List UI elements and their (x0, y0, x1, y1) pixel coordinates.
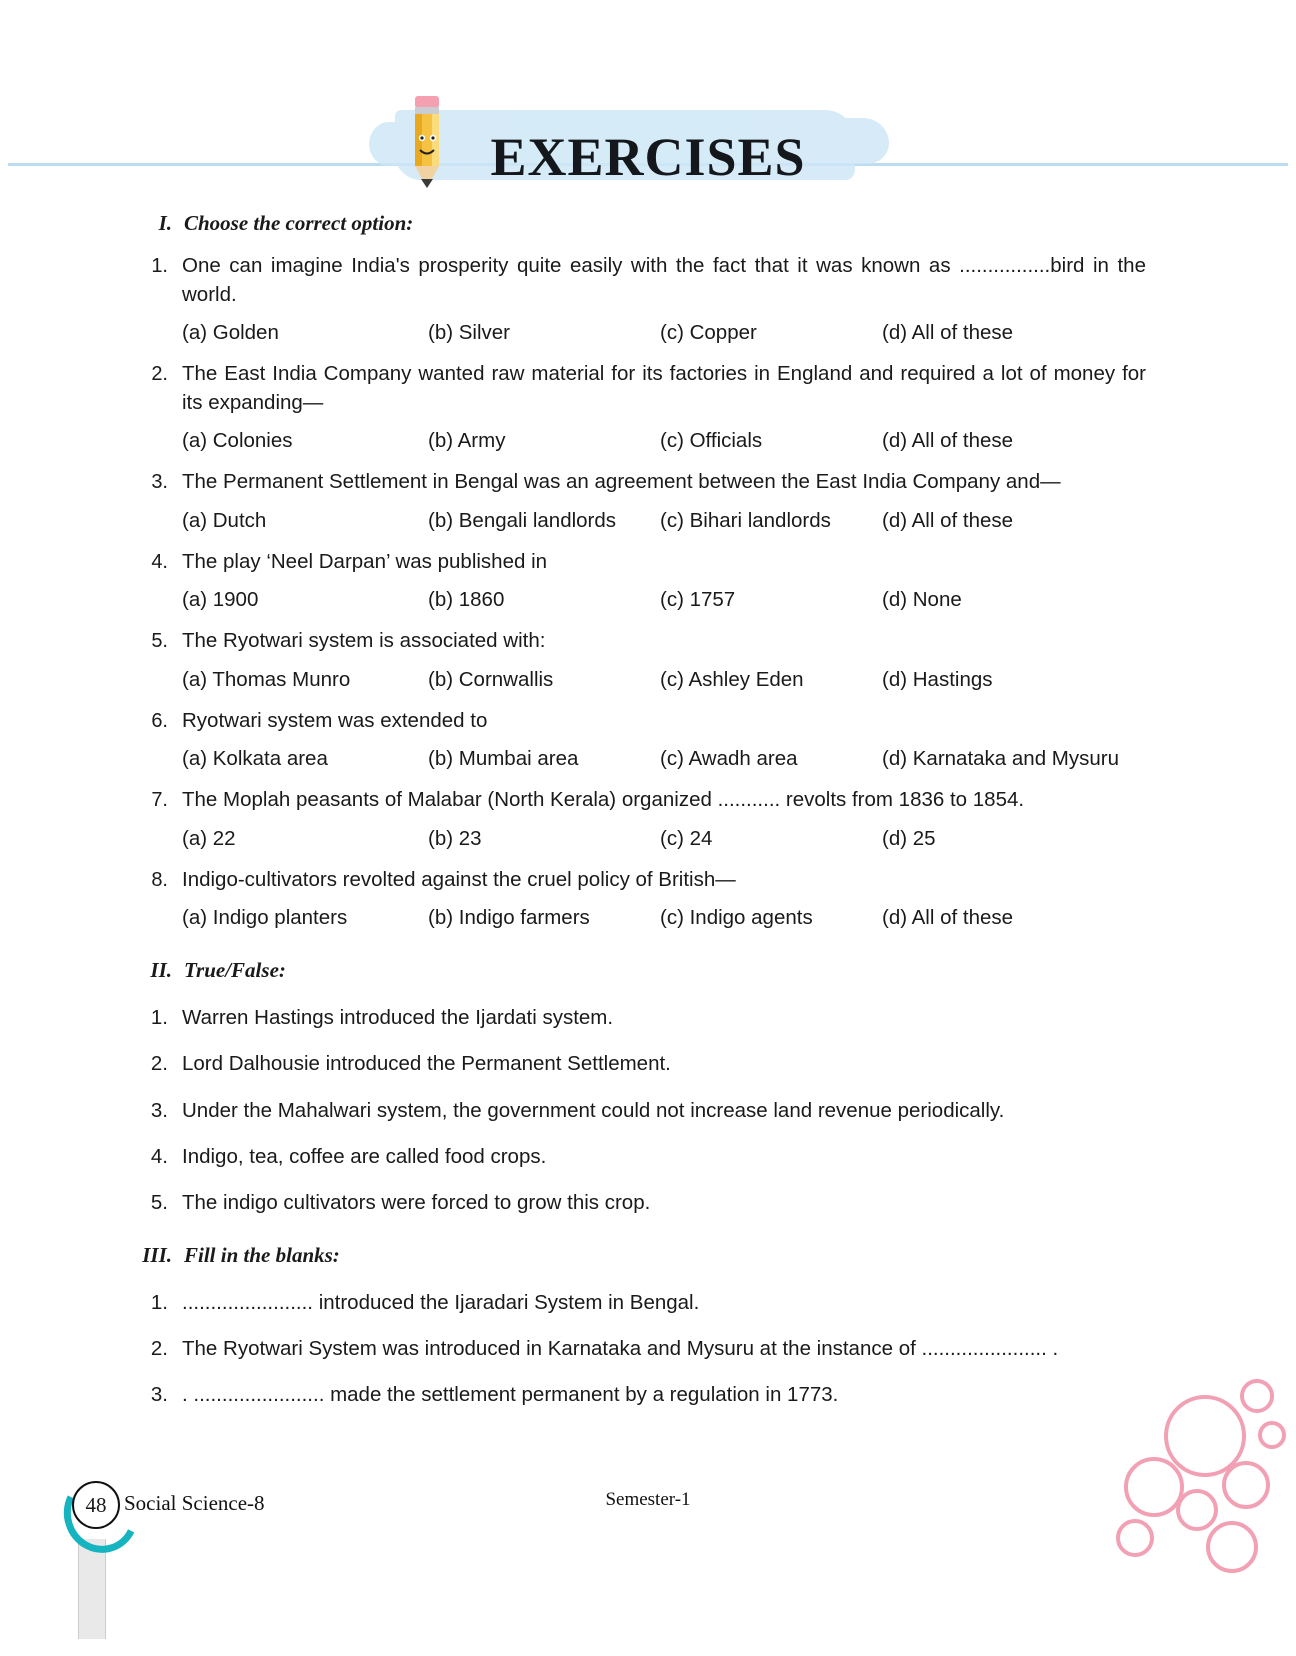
option-b[interactable]: (b) Mumbai area (428, 747, 579, 771)
section-numeral: I. (158, 211, 172, 235)
option-row (182, 426, 1146, 455)
option-row (182, 506, 1146, 535)
option-a[interactable]: (a) Kolkata area (182, 747, 328, 771)
section-heading-fill-blanks (128, 1241, 1146, 1271)
option-b[interactable]: (b) 1860 (428, 588, 505, 612)
item-text: Lord Dalhousie introduced the Permanent Settlement. (182, 1052, 671, 1076)
option-a[interactable]: (a) Golden (182, 321, 279, 345)
question-text: Indigo-cultivators revolted against the cruel policy of British— (182, 867, 736, 891)
pencil-icon (398, 94, 456, 194)
footer-semester: Semester-1 (605, 1489, 691, 1510)
option-b[interactable]: (b) Cornwallis (428, 667, 554, 691)
option-c[interactable]: (c) Bihari landlords (660, 508, 831, 532)
page-footer (0, 1481, 1296, 1561)
question-number: 8. (151, 868, 168, 891)
option-b[interactable]: (b) 23 (428, 826, 482, 850)
question-number: 5. (151, 630, 168, 653)
true-false-item (128, 1096, 1146, 1125)
question-text: Ryotwari system was extended to (182, 708, 488, 732)
question-number: 4. (151, 550, 168, 573)
option-c[interactable]: (c) Ashley Eden (660, 667, 804, 691)
question-text: The play ‘Neel Darpan’ was published in (182, 549, 548, 573)
section-heading-choose (128, 209, 1146, 239)
page-header (0, 0, 1296, 185)
item-number: 2. (150, 1052, 168, 1076)
question-text: The Moplah peasants of Malabar (North Kerala) organized ........... revolts from 1836 to 1854. (182, 788, 1025, 812)
question-text: One can imagine India's prosperity quite easily with the fact that it was known as ................bird in the world. (182, 253, 1146, 306)
bubbles-decoration (1102, 1361, 1292, 1561)
option-row (182, 824, 1146, 853)
item-text: ....................... introduced the Ijaradari System in Bengal. (182, 1290, 700, 1314)
page-number-badge: 48 (72, 1481, 120, 1529)
option-a[interactable]: (a) Thomas Munro (182, 667, 351, 691)
item-number: 1. (150, 1290, 168, 1314)
option-d[interactable]: (d) All of these (882, 321, 1014, 345)
question-item (128, 251, 1146, 309)
option-d[interactable]: (d) All of these (882, 429, 1014, 453)
true-false-item (128, 1003, 1146, 1032)
option-d[interactable]: (d) 25 (882, 826, 936, 850)
question-number: 7. (151, 789, 168, 812)
option-a[interactable]: (a) Colonies (182, 429, 293, 453)
section-title: Choose the correct option: (184, 211, 414, 235)
section-numeral: II. (150, 958, 172, 983)
item-number: 3. (150, 1098, 168, 1122)
option-d[interactable]: (d) Karnataka and Mysuru (882, 747, 1120, 771)
option-d[interactable]: (d) All of these (882, 906, 1014, 930)
option-b[interactable]: (b) Bengali landlords (428, 508, 617, 532)
question-item (128, 865, 1146, 894)
option-row (182, 665, 1146, 694)
question-number: 3. (151, 471, 168, 494)
pencil-body-decoration (78, 1539, 106, 1639)
option-row (182, 318, 1146, 347)
question-number: 2. (151, 363, 168, 386)
item-text: . ....................... made the settlement permanent by a regulation in 1773. (182, 1382, 839, 1406)
item-text: Indigo, tea, coffee are called food crops. (182, 1144, 547, 1168)
section-title: True/False: (184, 958, 286, 983)
option-b[interactable]: (b) Army (428, 429, 506, 453)
item-number: 3. (150, 1382, 168, 1406)
true-false-item (128, 1142, 1146, 1171)
fill-blank-item (128, 1380, 1146, 1409)
question-text: The East India Company wanted raw material for its factories in England and required a lot of money for its expanding— (182, 362, 1146, 415)
option-d[interactable]: (d) None (882, 588, 962, 612)
question-number: 6. (151, 709, 168, 732)
option-row (182, 744, 1146, 773)
option-d[interactable]: (d) All of these (882, 508, 1014, 532)
option-row (182, 585, 1146, 614)
option-c[interactable]: (c) Officials (660, 429, 763, 453)
fill-blank-item (128, 1288, 1146, 1317)
item-text: The indigo cultivators were forced to grow this crop. (182, 1190, 651, 1214)
footer-book-title: Social Science-8 (124, 1491, 265, 1515)
option-c[interactable]: (c) Copper (660, 321, 757, 345)
option-c[interactable]: (c) Awadh area (660, 747, 798, 771)
question-text: The Ryotwari system is associated with: (182, 629, 546, 653)
section-heading-true-false (128, 956, 1146, 986)
page-title: EXERCISES (490, 127, 806, 187)
true-false-item (128, 1188, 1146, 1217)
item-text: Under the Mahalwari system, the government could not increase land revenue periodically. (182, 1098, 1005, 1122)
option-b[interactable]: (b) Indigo farmers (428, 906, 590, 930)
option-a[interactable]: (a) 22 (182, 826, 236, 850)
question-item (128, 785, 1146, 814)
option-a[interactable]: (a) 1900 (182, 588, 259, 612)
exercise-content (0, 209, 1296, 1409)
fill-blank-item (128, 1334, 1146, 1363)
option-a[interactable]: (a) Dutch (182, 508, 267, 532)
item-text: The Ryotwari System was introduced in Karnataka and Mysuru at the instance of ...................... . (182, 1336, 1059, 1360)
section-numeral: III. (142, 1242, 172, 1267)
true-false-item (128, 1049, 1146, 1078)
option-row (182, 903, 1146, 932)
option-c[interactable]: (c) 24 (660, 826, 713, 850)
option-c[interactable]: (c) Indigo agents (660, 906, 813, 930)
question-item (128, 706, 1146, 735)
question-text: The Permanent Settlement in Bengal was an agreement between the East India Company and— (182, 470, 1061, 494)
option-b[interactable]: (b) Silver (428, 321, 511, 345)
question-item (128, 359, 1146, 417)
question-number: 1. (151, 254, 168, 277)
option-c[interactable]: (c) 1757 (660, 588, 736, 612)
section-title: Fill in the blanks: (184, 1242, 340, 1267)
item-number: 2. (150, 1336, 168, 1360)
question-item (128, 626, 1146, 655)
item-text: Warren Hastings introduced the Ijardati system. (182, 1006, 614, 1030)
item-number: 5. (150, 1190, 168, 1214)
question-item (128, 547, 1146, 576)
question-item (128, 467, 1146, 496)
option-d[interactable]: (d) Hastings (882, 667, 993, 691)
item-number: 1. (150, 1006, 168, 1030)
item-number: 4. (150, 1144, 168, 1168)
option-a[interactable]: (a) Indigo planters (182, 906, 348, 930)
